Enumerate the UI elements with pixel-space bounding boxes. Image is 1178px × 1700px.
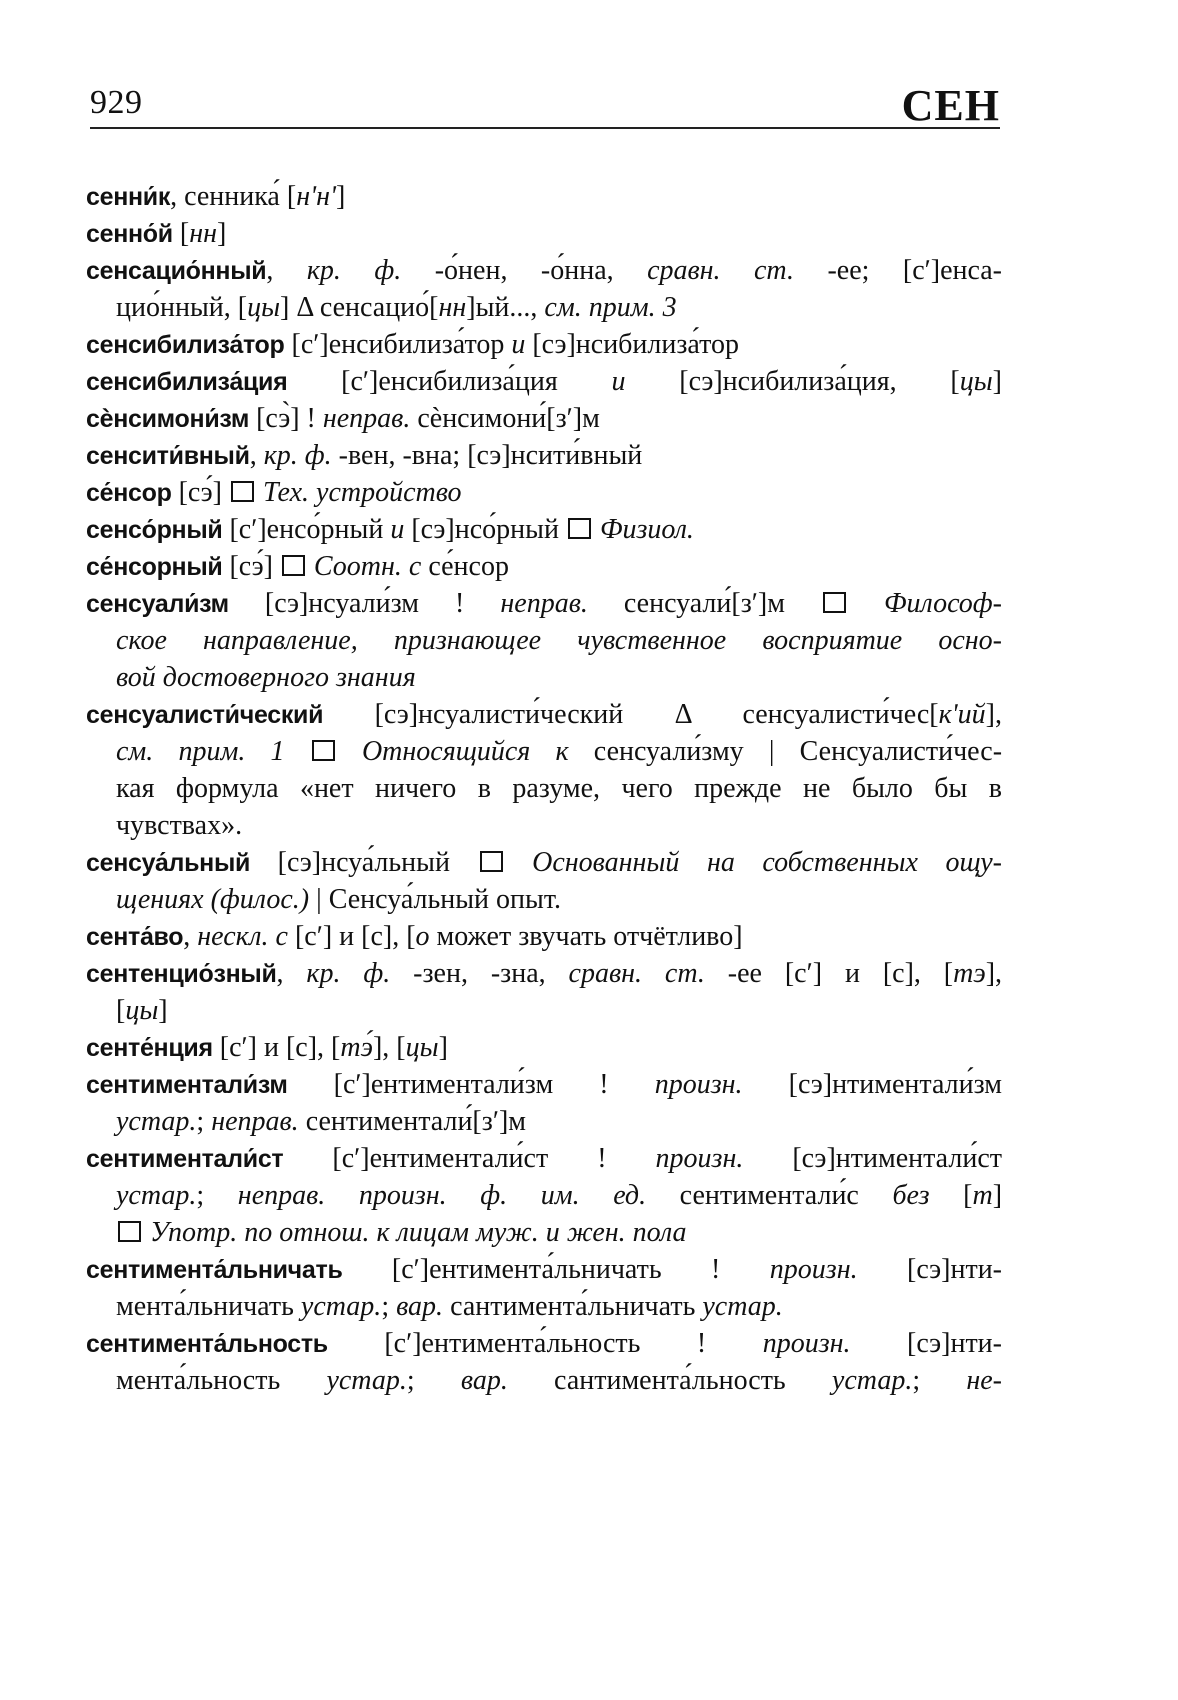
entry-text: ] (992, 1180, 1003, 1211)
headword: сенни́к (86, 183, 171, 211)
entry-text: ; (406, 1365, 461, 1396)
definition-box-icon (231, 481, 254, 502)
italic-note: тэ (953, 958, 986, 989)
italic-note: нн (189, 218, 217, 249)
italic-note: Тех. устройство (263, 477, 462, 508)
italic-note: произн. (762, 1328, 851, 1359)
page-number: 929 (90, 84, 143, 121)
entry-text: [сэ]нсо́рный (404, 514, 566, 545)
entry-line (86, 1029, 1002, 1066)
entry-text: ], (985, 958, 1003, 989)
entry-text: ] (216, 218, 227, 249)
italic-note: нн (438, 292, 467, 323)
entry-text: [ (116, 995, 126, 1026)
entry-text (402, 551, 409, 582)
italic-note: произн. (654, 1069, 743, 1100)
entry-text: [сэ̀] ! (249, 403, 323, 434)
italic-note: кр. ф. (306, 255, 402, 286)
entry-text: ; (381, 1291, 397, 1322)
entry-text: [сэ]нсуа́льный (250, 847, 478, 878)
entry-text: ], (985, 699, 1002, 730)
italic-note: тэ́ (340, 1032, 373, 1063)
dictionary-entries (86, 178, 1002, 1399)
entry-line (86, 1066, 1002, 1103)
italic-note: произн. (655, 1143, 744, 1174)
entry-text: -ее [сʹ] и [с], [ (704, 958, 954, 989)
italic-note: без (892, 1180, 930, 1211)
entry-continuation-line (86, 1362, 1002, 1399)
entry-text: цио́нный, [ (116, 292, 248, 323)
headword: сенно́й (86, 220, 173, 248)
entry-text: ] (335, 181, 346, 212)
definition-box-icon (312, 740, 335, 761)
italic-note: вой достоверного знания (116, 662, 416, 693)
entry-text (143, 1217, 150, 1248)
entry-text: -ее; [сʹ]енса- (794, 255, 1003, 286)
italic-note: щениях (филос.) (116, 884, 310, 915)
entry-text: [сэ]нсибилиза́тор (525, 329, 739, 360)
entry-text: , (183, 921, 198, 952)
entry-text: [сэ]нти- (850, 1328, 1002, 1359)
entry-text: се́нсор (421, 551, 509, 582)
headword: сенсо́рный (86, 516, 223, 544)
entry-text: ] (438, 1032, 448, 1063)
italic-note: кр. ф. (263, 440, 332, 471)
italic-note: кр. ф. (306, 958, 391, 989)
entry-text: ]ый..., (466, 292, 545, 323)
entry-text: [сэ́] (222, 551, 280, 582)
italic-note: устар. (702, 1291, 783, 1322)
entry-text: [сэ]нсуалисти́ческий Δ сенсуалисти́чес[ (323, 699, 939, 730)
entry-text: [сʹ]ентимента́льничать ! (342, 1254, 770, 1285)
entry-text: ], [ (372, 1032, 406, 1063)
entry-line (86, 474, 1002, 511)
entry-line (86, 215, 1002, 252)
headword: се́нсор (86, 479, 172, 507)
entry-text: -вен, -вна; [сэ]нсити́вный (331, 440, 643, 471)
italic-note: не- (966, 1365, 1002, 1396)
entry-text: ; (196, 1180, 238, 1211)
entry-line (86, 585, 1002, 622)
entry-text (593, 514, 600, 545)
entry-text: мента́льность (116, 1365, 327, 1396)
entry-text: [сэ]нсуали́зм ! (228, 588, 501, 619)
entry-text (848, 588, 884, 619)
headword: сенсибилиза́тор (86, 331, 285, 359)
entry-line (86, 918, 1002, 955)
entry-text: , (249, 440, 264, 471)
italic-note: устар. (831, 1365, 913, 1396)
entry-line (86, 178, 1002, 215)
entry-text: [ (172, 218, 190, 249)
italic-note: т (972, 1180, 993, 1211)
italic-note: неправ. произн. ф. им. ед. (237, 1180, 647, 1211)
headword: сентимента́льничать (86, 1256, 343, 1284)
entry-line (86, 1325, 1002, 1362)
entry-text (256, 477, 263, 508)
italic-note: цы (405, 1032, 439, 1063)
entry-line (86, 326, 1002, 363)
italic-note: цы (959, 366, 993, 397)
italic-note: сравн. ст. (568, 958, 705, 989)
entry-text: [сʹ]енсибилиза́тор (284, 329, 512, 360)
entry-text: [сэ]нтиментали́ст (743, 1143, 1002, 1174)
entry-text: [сʹ] и [с], [ (287, 921, 416, 952)
definition-box-icon (823, 592, 846, 613)
italic-note: Относящийся к (361, 736, 569, 767)
entry-continuation-line (86, 992, 1002, 1029)
headword: сентиментали́зм (86, 1071, 288, 1099)
italic-note: цы (247, 292, 281, 323)
italic-note: произн. (769, 1254, 858, 1285)
page-header (90, 80, 1000, 132)
entry-line (86, 252, 1002, 289)
italic-note: вар. (460, 1365, 508, 1396)
italic-note: сравн. ст. (647, 255, 794, 286)
entry-text: может звучать отчётливо] (429, 921, 743, 952)
entry-continuation-line (86, 1103, 1002, 1140)
entry-continuation-line (86, 733, 1002, 770)
entry-line (86, 1140, 1002, 1177)
italic-note: Философ- (884, 588, 1003, 619)
entry-text: сентиментали́[зʹ]м (298, 1106, 526, 1137)
italic-note: устар. (116, 1106, 197, 1137)
entry-text: сантимента́льничать (443, 1291, 703, 1322)
italic-note: см. прим. 1 (116, 736, 285, 767)
header-rule (90, 127, 1000, 129)
italic-note: и (390, 514, 405, 545)
headword: сенсити́вный (86, 442, 250, 470)
entry-text: ; (196, 1106, 212, 1137)
entry-text: ; (912, 1365, 967, 1396)
headword: сенсибилиза́ция (86, 368, 288, 396)
definition-box-icon (568, 518, 591, 539)
entry-text: , (266, 255, 307, 286)
italic-note: неправ. (500, 588, 588, 619)
entry-continuation-line (86, 770, 1002, 807)
italic-note: о (415, 921, 430, 952)
italic-note: ское направление, признающее чувственное восприятие осно- (116, 625, 1002, 656)
italic-note: кʹий (938, 699, 986, 730)
entry-line (86, 844, 1002, 881)
entry-text (337, 736, 362, 767)
entry-text (505, 847, 533, 878)
headword: сѐнсимони́зм (86, 405, 250, 433)
entry-line (86, 955, 1002, 992)
entry-text: [ (929, 1180, 973, 1211)
entry-continuation-line (86, 1177, 1002, 1214)
italic-note: с (408, 551, 422, 582)
entry-text: сантимента́льность (507, 1365, 832, 1396)
entry-text: сѐнсимони́[зʹ]м (410, 403, 600, 434)
italic-note: устар. (116, 1180, 197, 1211)
italic-note: Употр. по отнош. к лицам муж. и жен. пола (150, 1217, 687, 1248)
headword: сентиментали́ст (86, 1145, 284, 1173)
definition-box-icon (118, 1221, 141, 1242)
entry-text: [сʹ]енсибилиза́ция (287, 366, 612, 397)
entry-text: [сэ]нсибилиза́ция, [ (625, 366, 960, 397)
entry-text: [сʹ]ентиментали́зм ! (287, 1069, 655, 1100)
entry-text: [сʹ]ентимента́льность ! (327, 1328, 763, 1359)
entry-continuation-line (86, 1214, 1002, 1251)
headword: сенсуалисти́ческий (86, 701, 324, 729)
entry-continuation-line (86, 1288, 1002, 1325)
italic-note: неправ. (211, 1106, 299, 1137)
entry-line (86, 548, 1002, 585)
entry-text: сенсуали́[зʹ]м (587, 588, 821, 619)
entry-text: мента́льничать (116, 1291, 301, 1322)
italic-note: и (511, 329, 526, 360)
entry-continuation-line (86, 622, 1002, 659)
entry-text: [сэ]нти- (857, 1254, 1002, 1285)
headword: сентенцио́зный (86, 960, 277, 988)
entry-line (86, 400, 1002, 437)
entry-text: [сэ]нтиментали́зм (742, 1069, 1002, 1100)
headword: сента́во (86, 923, 184, 951)
entry-continuation-line (86, 881, 1002, 918)
italic-note: Физиол. (599, 514, 694, 545)
entry-text: [сʹ]енсо́рный (222, 514, 391, 545)
entry-text: ] Δ сенсацио́[ (280, 292, 439, 323)
italic-note: и (611, 366, 626, 397)
definition-box-icon (480, 851, 503, 872)
entry-text: [сʹ] и [с], [ (212, 1032, 341, 1063)
entry-text (285, 736, 310, 767)
entry-line (86, 1251, 1002, 1288)
entry-continuation-line (86, 659, 1002, 696)
italic-note: устар. (326, 1365, 407, 1396)
entry-line (86, 511, 1002, 548)
entry-text: ] (992, 366, 1002, 397)
italic-note: нескл. с (197, 921, 288, 952)
entry-continuation-line (86, 289, 1002, 326)
italic-note: нʹнʹ (296, 181, 336, 212)
italic-note: Основанный на собственных ощу- (532, 847, 1003, 878)
entry-text: кая формула «нет ничего в разуме, чего прежде не было бы в (116, 773, 1002, 804)
italic-note: неправ. (322, 403, 411, 434)
entry-text: , сенника́ [ (170, 181, 297, 212)
entry-text (307, 551, 314, 582)
entry-text: ] (158, 995, 168, 1026)
entry-line (86, 363, 1002, 400)
italic-note: см. прим. 3 (544, 292, 677, 323)
entry-text: сентиментали́с (646, 1180, 893, 1211)
definition-box-icon (282, 555, 305, 576)
entry-line (86, 437, 1002, 474)
entry-text: -зен, -зна, (390, 958, 569, 989)
headword: сенсуа́льный (86, 849, 251, 877)
headword: сенсуали́зм (86, 590, 229, 618)
entry-text: -о́нен, -о́нна, (401, 255, 648, 286)
headword: сенсацио́нный (86, 257, 267, 285)
italic-note: устар. (300, 1291, 382, 1322)
italic-note: цы (125, 995, 159, 1026)
entry-line (86, 696, 1002, 733)
headword: сентимента́льность (86, 1330, 328, 1358)
entry-text: | Сенсуа́льный опыт. (309, 884, 561, 915)
italic-note: Соотн. (313, 551, 402, 582)
headword: се́нсорный (86, 553, 223, 581)
entry-text: сенсуали́зму | Сенсуалисти́чес- (568, 736, 1003, 767)
entry-text: [сэ́] (171, 477, 229, 508)
italic-note: вар. (396, 1291, 444, 1322)
entry-text: , (276, 958, 307, 989)
running-head: СЕН (901, 81, 1000, 130)
entry-continuation-line (86, 807, 1002, 844)
headword: сенте́нция (86, 1034, 213, 1062)
entry-text: [сʹ]ентиментали́ст ! (283, 1143, 656, 1174)
entry-text: чувствах». (116, 810, 243, 841)
